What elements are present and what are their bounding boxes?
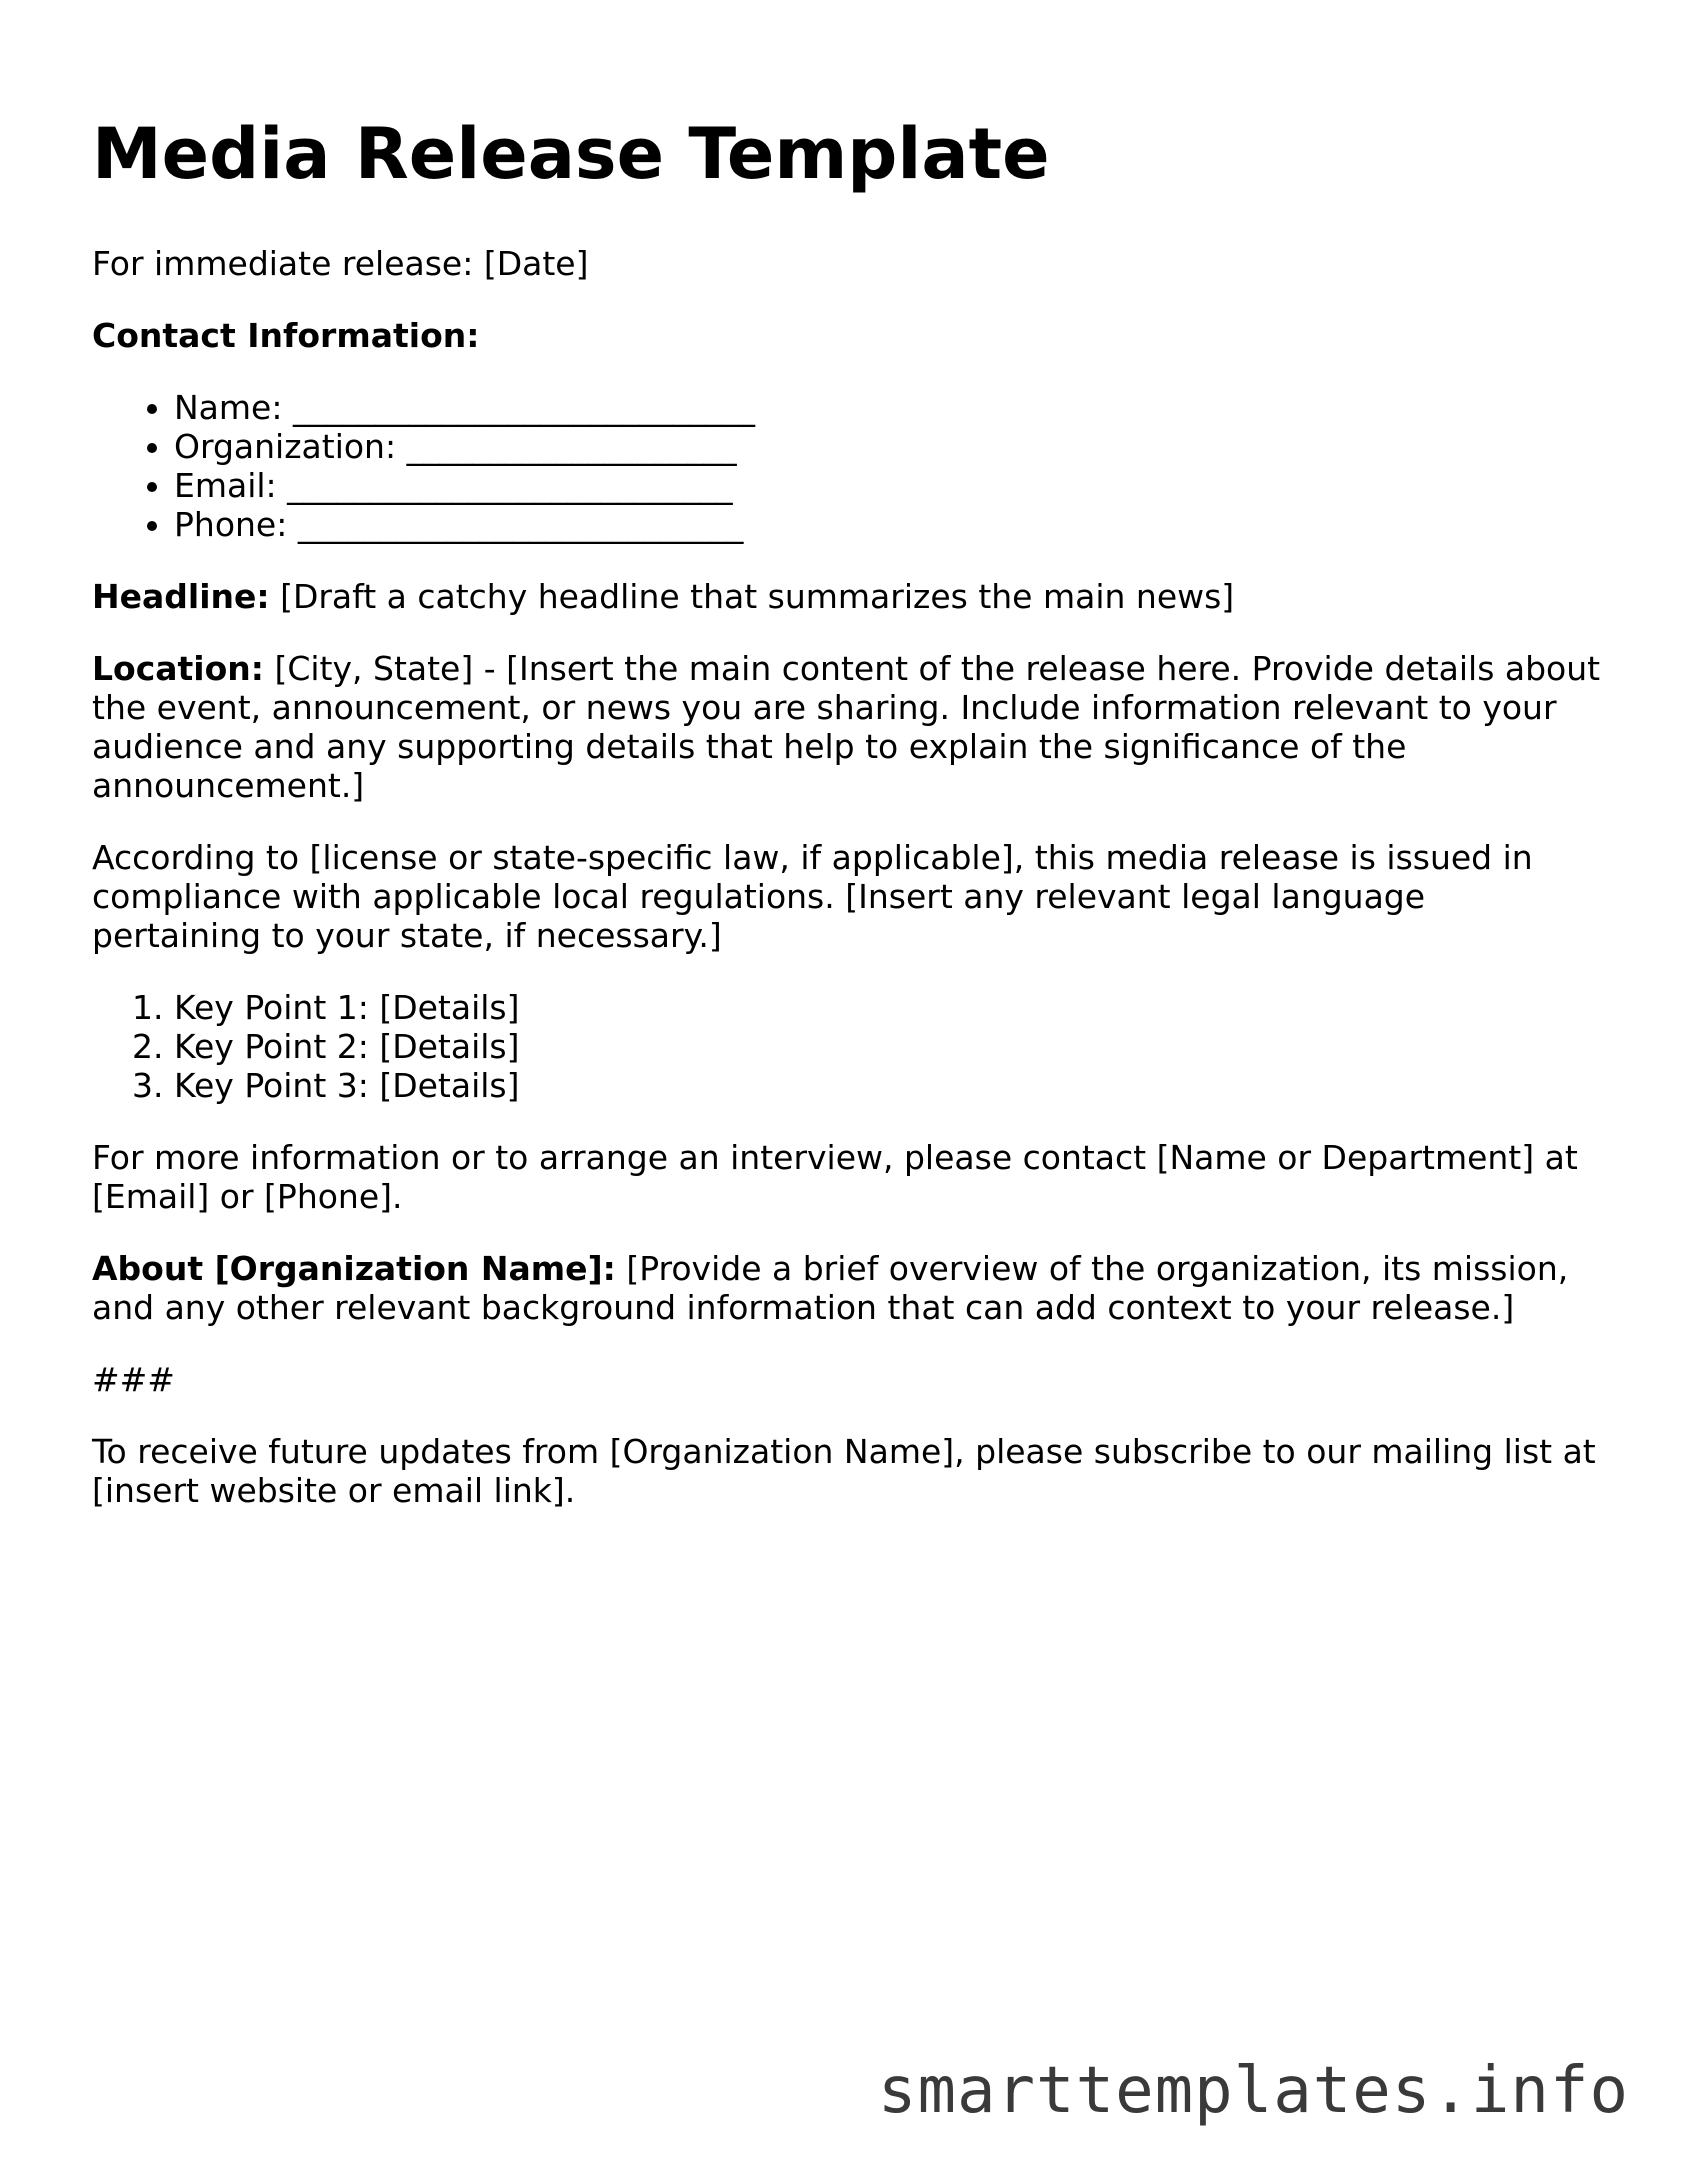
headline-text: [Draft a catchy headline that summarizes the main news] <box>269 577 1235 616</box>
contact-list <box>92 388 1602 544</box>
contact-item-phone: • Phone: ___________________________ <box>174 505 1602 544</box>
about-text: [Provide a brief overview of the organization, its mission, and any other relevant background information that can add context to your release.] <box>92 1249 1569 1327</box>
location-paragraph <box>92 649 1602 805</box>
contact-heading <box>92 316 1602 355</box>
document-page <box>92 112 1602 1543</box>
about-paragraph <box>92 1249 1602 1327</box>
key-point-2: 2. Key Point 2: [Details] <box>174 1027 1602 1066</box>
key-point-3: 3. Key Point 3: [Details] <box>174 1066 1602 1105</box>
document-title: Media Release Template <box>92 113 1050 195</box>
subscribe-paragraph: To receive future updates from [Organization Name], please subscribe to our mailing list at [insert website or email link]. <box>92 1432 1596 1510</box>
contact-item-organization: • Organization: ____________________ <box>174 427 1602 466</box>
location-text: [City, State] - [Insert the main content of the release here. Provide details about the event, announcement, or news you are sharing. Include information relevant to your audience and any supporting details that help to explain the significance of the announcement.] <box>92 649 1601 805</box>
contact-item-email: • Email: ___________________________ <box>174 466 1602 505</box>
contact-heading-label: Contact Information: <box>92 316 480 355</box>
headline-paragraph <box>92 577 1602 616</box>
key-point-1: 1. Key Point 1: [Details] <box>174 988 1602 1027</box>
watermark: smarttemplates.info <box>877 2054 1629 2128</box>
location-label: Location: <box>92 649 264 688</box>
more-info-paragraph: For more information or to arrange an interview, please contact [Name or Department] at [Email] or [Phone]. <box>92 1138 1578 1216</box>
about-label: About [Organization Name]: <box>92 1249 616 1288</box>
headline-label: Headline: <box>92 577 270 616</box>
legal-paragraph: According to [license or state-specific law, if applicable], this media release is issued in compliance with applicable local regulations. [Insert any relevant legal language pertaining to your state, if necessary.] <box>92 838 1533 955</box>
contact-item-name: • Name: ____________________________ <box>174 388 1602 427</box>
release-date-line: For immediate release: [Date] <box>92 244 589 283</box>
end-marker: ### <box>92 1360 175 1399</box>
key-points-list <box>92 988 1602 1105</box>
